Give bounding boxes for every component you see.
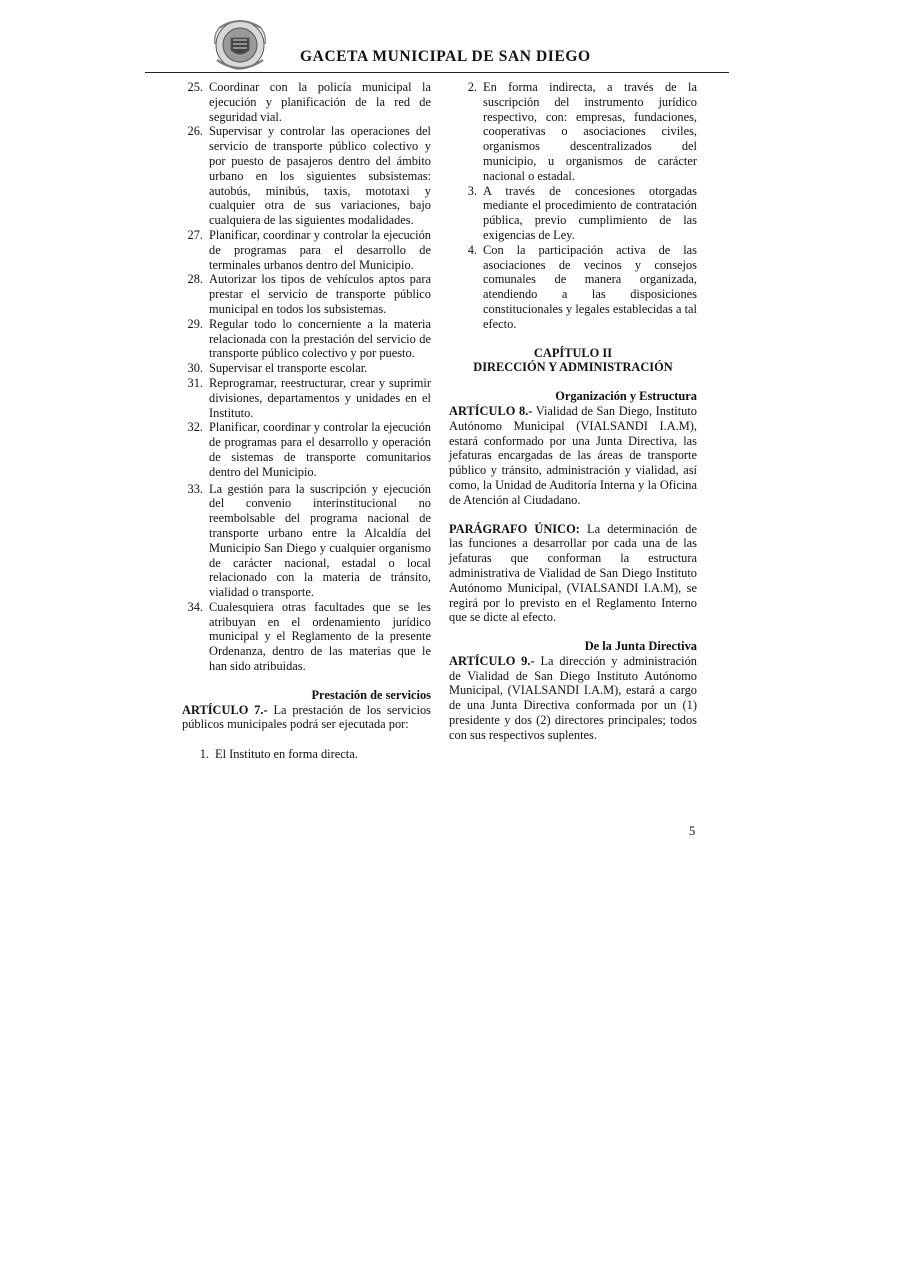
item-number: 3. [467,183,477,198]
item-number: 32. [187,420,203,435]
article-label: ARTÍCULO 9.- [449,653,535,668]
item-number: 34. [187,599,203,614]
article-text: La prestación de los servicios públicos municipales podrá ser ejecutada por: [182,702,431,732]
article-8 [449,404,697,508]
page-title: GACETA MUNICIPAL DE SAN DIEGO [300,48,591,65]
list-item [182,376,431,420]
list-item [182,272,431,316]
paragraph-label: PARÁGRAFO ÚNICO: [449,521,580,536]
item-number: 30. [187,361,203,376]
item-number: 31. [187,375,203,390]
list-item [182,228,431,272]
item-number: 33. [187,481,203,496]
item-number: 2. [467,80,477,94]
article-9 [449,654,697,743]
section-heading: Organización y Estructura [555,389,697,404]
list-item [182,317,431,361]
list-item [182,80,431,124]
paragraph-unico [449,522,697,626]
item-number: 4. [467,242,477,257]
item-number: 26. [187,124,203,139]
item-text: Autorizar los tipos de vehículos aptos para prestar el servicio de transporte público municipal en todos los subsistemas. [209,272,431,316]
left-column [182,80,431,762]
list-item [182,482,431,600]
list-item [449,80,697,184]
item-text: Coordinar con la policía municipal la ejecución y planificación de la red de seguridad vial. [209,80,431,124]
item-number: 25. [187,80,203,94]
item-text: El Instituto en forma directa. [215,747,358,762]
article-label: ARTÍCULO 7.- [182,702,268,717]
list-item [182,420,431,479]
list-item [449,184,697,243]
list-item [182,600,431,674]
list-item [182,361,431,376]
item-text: A través de concesiones otorgadas mediante el procedimiento de contratación pública, previo cumplimiento de las exigencias de Ley. [483,183,697,242]
item-text: Planificar, coordinar y controlar la ejecución de programas para el desarrollo de terminales urbanos dentro del Municipio. [209,227,431,272]
article-text: La dirección y administración de Vialidad de San Diego Instituto Autónomo Municipal, (VIALSANDI I.A.M), estará a cargo de una Junta Directiva conformada por un (1) presidente y dos (2) directores principales; todos con sus respectivos suplentes. [449,653,697,742]
item-number: 29. [187,316,203,331]
right-column [449,80,697,743]
municipal-seal-icon [209,14,271,74]
paragraph-text: La determinación de las funciones a desarrollar por cada una de las jefaturas que conforman la estructura administrativa de Vialidad de San Diego Instituto Autónomo Municipal, (VIALSANDI I.A.M), se regirá por lo previsto en el Reglamento Interno que se dicte al efecto. [449,521,697,625]
item-text: Reprogramar, reestructurar, crear y suprimir divisiones, departamentos y unidades en el Instituto. [209,375,431,420]
item-number: 1. [199,747,209,762]
item-text: Supervisar el transporte escolar. [209,361,368,376]
article-text: Vialidad de San Diego, Instituto Autónomo Municipal (VIALSANDI I.A.M), estará conformado por una Junta Directiva, las jefaturas encargadas de las áreas de transporte público y tránsito, administración y vialidad, así como, la Unidad de Auditoría Interna y la Oficina de Atención al Ciudadano. [449,403,697,507]
list-item [449,243,697,332]
item-text: Cualesquiera otras facultades que se les atribuyan en el ordenamiento jurídico municipal y el Reglamento de la presente Ordenanza, dentro de las materias que le han sido atribuidas. [209,599,431,674]
item-text: Regular todo lo concerniente a la materia relacionada con la prestación del servicio de transporte público colectivo y por puesto. [209,316,431,361]
section-heading: De la Junta Directiva [584,639,697,654]
item-text: La gestión para la suscripción y ejecución del convenio interinstitucional no reembolsable del programa nacional de transporte urbano entre la Alcaldía del Municipio San Diego y cualquier organismo de carácter nacional, estadal o local relacionado con la materia de tránsito, vialidad o transporte. [209,481,431,600]
item-text: En forma indirecta, a través de la suscripción del instrumento jurídico respectivo, con: empresas, fundaciones, cooperativas o asociaciones civiles, organismos descentralizados del municipio, u organismos de carácter nacional o estadal. [483,80,697,183]
item-text: Con la participación activa de las asociaciones de vecinos y consejos comunales de manera organizada, atendiendo a las disposiciones constitucionales y legales establecidas a tal efecto. [483,242,697,331]
article-7 [182,703,431,733]
item-text: Planificar, coordinar y controlar la ejecución de programas para el desarrollo y operación de sistemas de transporte comunitarios dentro del Municipio. [209,420,431,479]
item-number: 27. [187,227,203,242]
page-number: 5 [689,824,696,838]
header-divider [145,72,729,73]
chapter-title: DIRECCIÓN Y ADMINISTRACIÓN [473,360,673,375]
item-number: 28. [187,272,203,287]
item-text: Supervisar y controlar las operaciones del servicio de transporte público colectivo y por puesto de pasajeros dentro del ámbito urbano en los siguientes subsistemas: autobús, minibús, taxis, mototaxi y cualquier otra de sus variaciones, bajo cualquiera de las siguientes modalidades. [209,124,431,228]
article-label: ARTÍCULO 8.- [449,403,533,418]
chapter-number: CAPÍTULO II [533,345,613,360]
section-heading: Prestación de servicios [311,687,431,702]
list-item [182,747,431,762]
list-item [182,124,431,228]
